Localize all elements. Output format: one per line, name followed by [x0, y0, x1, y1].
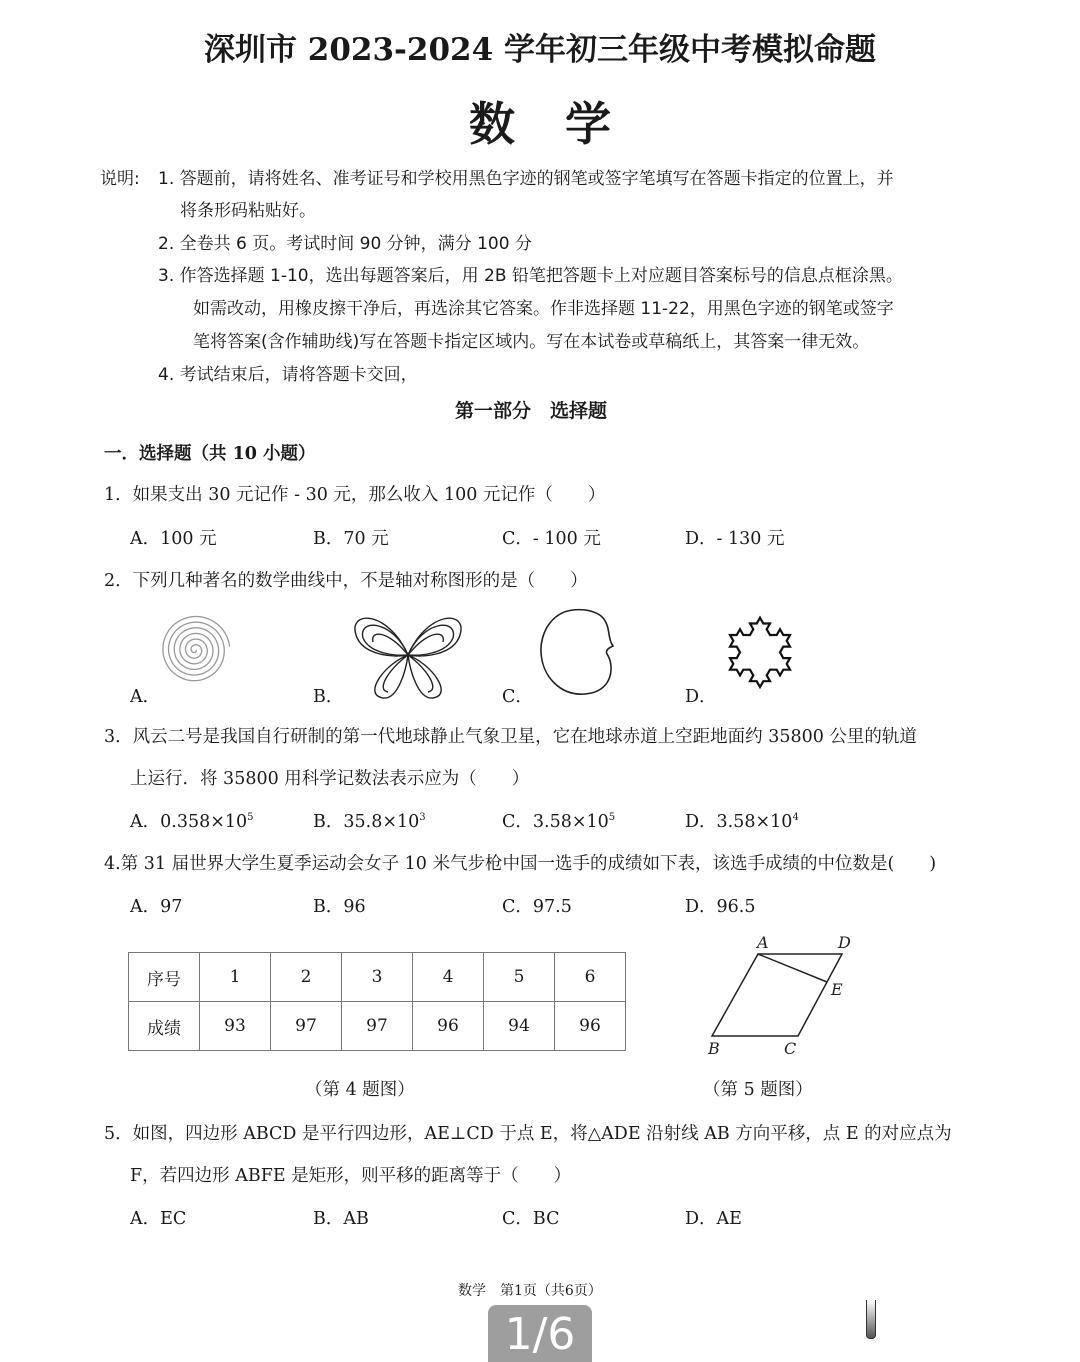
table-cell: 97 [271, 1002, 342, 1051]
option-a: A．100 元 [130, 529, 217, 549]
option-text: A．0.358×10 [130, 812, 248, 832]
option-d: D．- 130 元 [685, 529, 785, 549]
option-exponent: 4 [792, 812, 799, 824]
option-a: A．EC [130, 1209, 187, 1229]
table-cell: 93 [200, 1002, 271, 1051]
instruction-line: 2. 全卷共 6 页。考试时间 90 分钟，满分 100 分 [158, 234, 532, 254]
figure-5-caption: （第 5 题图） [703, 1080, 813, 1100]
label-d: D [838, 933, 851, 952]
table-cell: 5 [484, 953, 555, 1002]
parallelogram-figure [700, 932, 870, 1062]
table-cell: 96 [555, 1002, 626, 1051]
instructions-label: 说明: [100, 169, 140, 189]
instruction-line: 如需改动，用橡皮擦干净后，再选涂其它答案。作非选择题 11-22，用黑色字迹的钢笔或签字 [193, 299, 894, 319]
label-c: C [784, 1039, 797, 1058]
label-e: E [831, 980, 843, 999]
cardioid-figure [535, 606, 620, 698]
koch-snowflake-figure [718, 606, 803, 701]
option-b: B．96 [313, 897, 366, 917]
label-b: B [708, 1039, 720, 1058]
option-d: D． [685, 687, 717, 707]
option-a: A． [130, 687, 161, 707]
page-indicator: 1/6 [488, 1305, 592, 1362]
figure-4-caption: （第 4 题图） [305, 1080, 415, 1100]
option-b: B．70 元 [313, 529, 389, 549]
label-a: A [757, 933, 769, 952]
option-d [685, 808, 799, 833]
scrollbar-handle[interactable] [866, 1300, 876, 1339]
option-c: C．- 100 元 [502, 529, 601, 549]
table-row [129, 953, 626, 1002]
table-cell: 96 [413, 1002, 484, 1051]
option-text: C．3.58×10 [502, 812, 609, 832]
table-cell: 序号 [129, 953, 200, 1002]
exam-title: 深圳市 2023-2024 学年初三年级中考模拟命题 [203, 32, 876, 68]
instruction-line: 将条形码粘贴好。 [180, 201, 316, 221]
question-2: 2．下列几种著名的数学曲线中，不是轴对称图形的是（ ） [104, 571, 588, 591]
table-cell: 94 [484, 1002, 555, 1051]
table-row [129, 1002, 626, 1051]
option-d: D．AE [685, 1209, 742, 1229]
option-c [502, 808, 615, 833]
question-4: 4.第 31 届世界大学生夏季运动会女子 10 米气步枪中国一选手的成绩如下表，该选手成绩的中位数是( ) [104, 854, 937, 874]
question-3-line-2: 上运行．将 35800 用科学记数法表示应为（ ） [130, 769, 530, 789]
question-1: 1．如果支出 30 元记作 - 30 元，那么收入 100 元记作（ ） [104, 485, 606, 505]
table-cell: 4 [413, 953, 484, 1002]
question-5-line-1: 5．如图，四边形 ABCD 是平行四边形，AE⊥CD 于点 E，将△ADE 沿射线 AB 方向平移，点 E 的对应点为 [104, 1124, 952, 1144]
part-title: 第一部分 选择题 [455, 400, 608, 422]
instruction-line: 1. 答题前，请将姓名、准考证号和学校用黑色字迹的钢笔或签字笔填写在答题卡指定的位置上，并 [158, 169, 894, 189]
table-cell: 97 [342, 1002, 413, 1051]
option-text: B．35.8×10 [313, 812, 420, 832]
scores-table [128, 952, 626, 1051]
option-exponent: 3 [419, 812, 426, 824]
option-a: A．97 [130, 897, 183, 917]
option-d: D．96.5 [685, 897, 756, 917]
table-cell: 成绩 [129, 1002, 200, 1051]
option-exponent: 5 [247, 812, 254, 824]
option-c: C．97.5 [502, 897, 572, 917]
option-b: B． [313, 687, 344, 707]
spiral-figure [160, 612, 240, 697]
instruction-line: 4. 考试结束后，请将答题卡交回， [158, 365, 418, 385]
option-b: B．AB [313, 1209, 369, 1229]
question-3-line-1: 3．风云二号是我国自行研制的第一代地球静止气象卫星，它在地球赤道上空距地面约 35800 公里的轨道 [104, 727, 917, 747]
question-5-line-2: F，若四边形 ABFE 是矩形，则平移的距离等于（ ） [130, 1166, 572, 1186]
option-text: D．3.58×10 [685, 812, 793, 832]
option-c: C．BC [502, 1209, 560, 1229]
option-exponent: 5 [608, 812, 616, 824]
option-b [313, 808, 426, 833]
instruction-line: 笔将答案(含作辅助线)写在答题卡指定区域内。写在本试卷或草稿纸上，其答案一律无效。 [193, 332, 870, 352]
table-cell: 1 [200, 953, 271, 1002]
page-footer: 数学 第1页（共6页） [458, 1283, 602, 1299]
instruction-line: 3. 作答选择题 1-10，选出每题答案后，用 2B 铅笔把答题卡上对应题目答案标号的信息点框涂黑。 [158, 266, 903, 286]
table-cell: 2 [271, 953, 342, 1002]
butterfly-curve-figure [348, 610, 468, 700]
table-cell: 3 [342, 953, 413, 1002]
option-a [130, 808, 254, 833]
subject-title: 数学 [469, 97, 661, 151]
section-title: 一．选择题（共 10 小题） [104, 444, 316, 464]
table-cell: 6 [555, 953, 626, 1002]
option-c: C． [502, 687, 533, 707]
